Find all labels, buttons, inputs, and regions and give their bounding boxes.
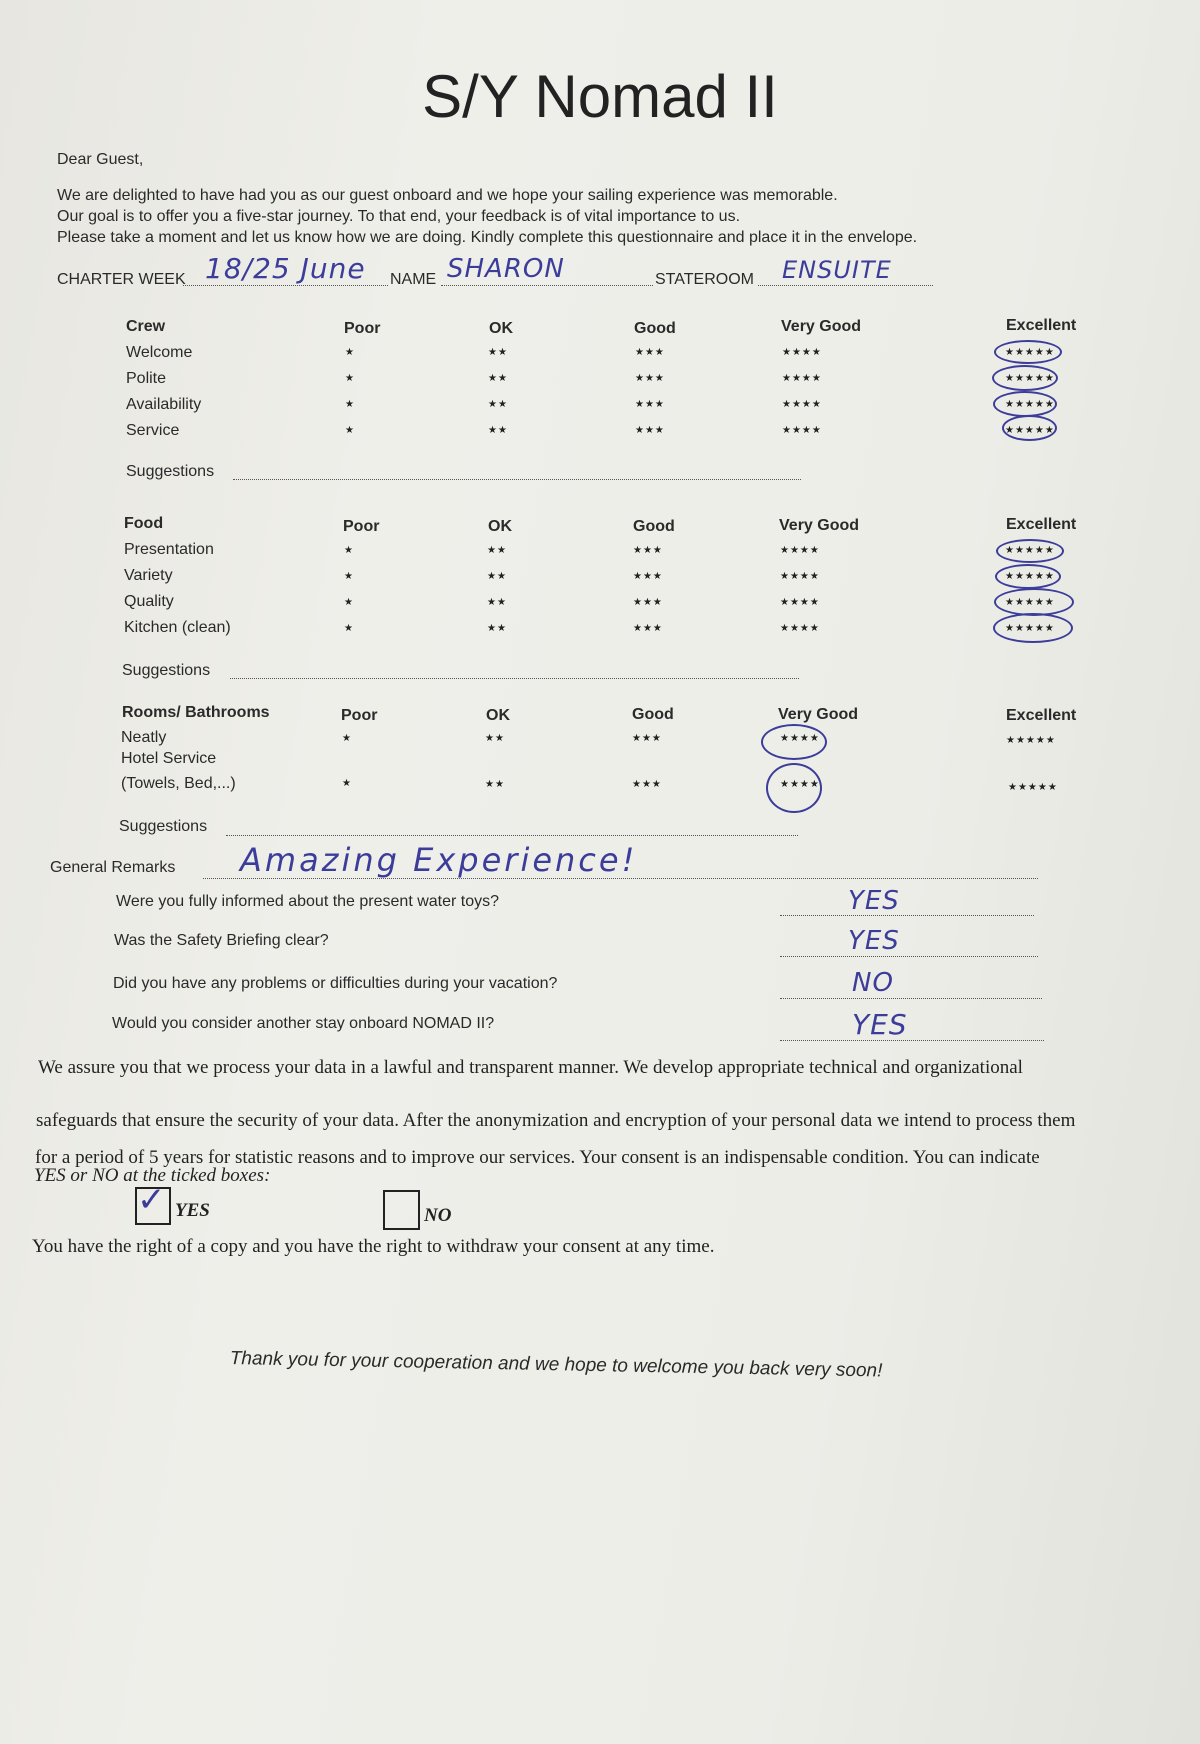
header-ok: OK <box>486 707 510 724</box>
rating-3-star[interactable]: ★★★ <box>632 733 662 744</box>
selection-circle <box>766 763 822 813</box>
intro-line-1: We are delighted to have had you as our guest onboard and we hope your sailing experience was memorable. <box>57 187 838 204</box>
rating-2-star[interactable]: ★★ <box>485 733 505 744</box>
rating-2-star[interactable]: ★★ <box>488 425 508 436</box>
header-poor: Poor <box>344 320 381 337</box>
rooms-title: Rooms/ Bathrooms <box>122 704 270 721</box>
crew-item-polite: Polite <box>126 370 167 387</box>
rating-2-star[interactable]: ★★ <box>488 373 508 384</box>
header-good: Good <box>632 706 674 723</box>
rating-5-star[interactable]: ★★★★★ <box>1005 425 1055 436</box>
selection-circle <box>993 613 1073 643</box>
stateroom-line <box>758 285 933 286</box>
crew-suggestions-label: Suggestions <box>126 463 215 480</box>
rating-2-star[interactable]: ★★ <box>485 779 505 790</box>
selection-circle <box>994 588 1074 616</box>
rating-4-star[interactable]: ★★★★ <box>782 425 822 436</box>
rating-3-star[interactable]: ★★★ <box>635 425 665 436</box>
answer-line <box>780 915 1034 916</box>
crew-suggestions-line[interactable] <box>233 479 801 480</box>
stateroom-label: STATEROOM <box>655 271 754 288</box>
rating-5-star[interactable]: ★★★★★ <box>1005 545 1055 556</box>
rating-5-star[interactable]: ★★★★★ <box>1005 373 1055 384</box>
food-item-variety: Variety <box>124 567 173 584</box>
header-good: Good <box>633 518 675 535</box>
selection-circle <box>995 564 1061 589</box>
rating-2-star[interactable]: ★★ <box>488 347 508 358</box>
crew-item-welcome: Welcome <box>126 344 193 361</box>
rating-3-star[interactable]: ★★★ <box>633 623 663 634</box>
charter-week-line <box>183 285 388 286</box>
selection-circle <box>1002 415 1057 441</box>
privacy-line-4: YES or NO at the ticked boxes: <box>34 1165 271 1186</box>
selection-circle <box>761 724 827 760</box>
charter-week-label: CHARTER WEEK <box>57 271 186 288</box>
charter-week-value[interactable]: 18/25 June <box>205 252 366 285</box>
consent-yes-label: YES <box>175 1200 210 1221</box>
rating-3-star[interactable]: ★★★ <box>635 347 665 358</box>
rating-3-star[interactable]: ★★★ <box>633 571 663 582</box>
rating-1-star[interactable]: ★ <box>345 347 355 358</box>
question-problems: Did you have any problems or difficulties during your vacation? <box>113 975 558 992</box>
food-suggestions-line[interactable] <box>230 678 799 679</box>
privacy-line-2: safeguards that ensure the security of your data. After the anonymization and encryption of your personal data we intend to process them <box>36 1110 1076 1131</box>
rating-4-star[interactable]: ★★★★ <box>780 733 820 744</box>
thank-you-note: Thank you for your cooperation and we hope to welcome you back very soon! <box>229 1348 883 1382</box>
consent-no-checkbox[interactable] <box>383 1190 420 1230</box>
rooms-item-hotel-service: Hotel Service <box>121 750 217 767</box>
header-very-good: Very Good <box>778 706 859 723</box>
question-water-toys: Were you fully informed about the present water toys? <box>116 893 500 910</box>
greeting: Dear Guest, <box>57 151 144 168</box>
rating-4-star[interactable]: ★★★★ <box>780 597 820 608</box>
rating-3-star[interactable]: ★★★ <box>633 545 663 556</box>
rating-4-star[interactable]: ★★★★ <box>780 571 820 582</box>
food-item-quality: Quality <box>124 593 174 610</box>
question-another-stay: Would you consider another stay onboard NOMAD II? <box>112 1015 495 1032</box>
stateroom-value[interactable]: ENSUITE <box>782 256 892 284</box>
food-item-kitchen: Kitchen (clean) <box>124 619 231 636</box>
header-excellent: Excellent <box>1006 707 1077 724</box>
rooms-suggestions-label: Suggestions <box>119 818 208 835</box>
answer-safety-briefing[interactable]: YES <box>848 926 900 956</box>
rating-1-star[interactable]: ★ <box>345 425 355 436</box>
header-poor: Poor <box>343 518 380 535</box>
rating-2-star[interactable]: ★★ <box>487 597 507 608</box>
name-value[interactable]: SHARON <box>447 254 565 284</box>
header-excellent: Excellent <box>1006 317 1077 334</box>
rating-2-star[interactable]: ★★ <box>488 399 508 410</box>
rooms-suggestions-line[interactable] <box>226 835 798 836</box>
general-remarks-value[interactable]: Amazing Experience! <box>240 841 638 879</box>
rating-5-star[interactable]: ★★★★★ <box>1005 623 1055 634</box>
privacy-line-1: We assure you that we process your data in a lawful and transparent manner. We develop appropriate technical and organizational <box>38 1057 1023 1078</box>
food-item-presentation: Presentation <box>124 541 214 558</box>
answer-water-toys[interactable]: YES <box>848 886 900 916</box>
header-ok: OK <box>488 518 512 535</box>
rating-2-star[interactable]: ★★ <box>487 571 507 582</box>
answer-problems[interactable]: NO <box>852 968 894 998</box>
name-line <box>441 285 653 286</box>
answer-line <box>780 1040 1044 1041</box>
crew-item-availability: Availability <box>126 396 202 413</box>
header-very-good: Very Good <box>781 318 862 335</box>
consent-no-label: NO <box>424 1205 452 1226</box>
selection-circle <box>996 539 1064 563</box>
answer-line <box>780 998 1042 999</box>
rating-4-star[interactable]: ★★★★ <box>780 623 820 634</box>
answer-line <box>780 956 1038 957</box>
rating-5-star[interactable]: ★★★★★ <box>1006 735 1056 746</box>
rating-1-star[interactable]: ★ <box>344 571 354 582</box>
rating-4-star[interactable]: ★★★★ <box>782 399 822 410</box>
rating-1-star[interactable]: ★ <box>344 623 354 634</box>
rating-2-star[interactable]: ★★ <box>487 545 507 556</box>
selection-circle <box>994 340 1062 364</box>
rating-4-star[interactable]: ★★★★ <box>780 779 820 790</box>
rating-5-star[interactable]: ★★★★★ <box>1005 597 1055 608</box>
name-label: NAME <box>390 271 437 288</box>
rating-3-star[interactable]: ★★★ <box>635 399 665 410</box>
rating-3-star[interactable]: ★★★ <box>633 597 663 608</box>
crew-title: Crew <box>126 318 166 335</box>
rating-1-star[interactable]: ★ <box>345 373 355 384</box>
rating-5-star[interactable]: ★★★★★ <box>1005 571 1055 582</box>
rating-5-star[interactable]: ★★★★★ <box>1005 347 1055 358</box>
selection-circle <box>992 365 1058 391</box>
rights-text: You have the right of a copy and you have the right to withdraw your consent at any time. <box>32 1236 715 1257</box>
checkmark-icon: ✓ <box>137 1180 166 1220</box>
header-good: Good <box>634 320 676 337</box>
food-title: Food <box>124 515 164 532</box>
page-title: S/Y Nomad II <box>422 63 778 130</box>
header-very-good: Very Good <box>779 517 860 534</box>
privacy-line-3: for a period of 5 years for statistic reasons and to improve our services. Your consent is an indispensable condition. You can indicate <box>35 1147 1040 1168</box>
rating-1-star[interactable]: ★ <box>344 545 354 556</box>
header-excellent: Excellent <box>1006 516 1077 533</box>
rating-3-star[interactable]: ★★★ <box>635 373 665 384</box>
header-poor: Poor <box>341 707 378 724</box>
header-ok: OK <box>489 320 513 337</box>
answer-another-stay[interactable]: YES <box>852 1008 908 1041</box>
rating-4-star[interactable]: ★★★★ <box>782 373 822 384</box>
rating-5-star[interactable]: ★★★★★ <box>1008 782 1058 793</box>
rating-1-star[interactable]: ★ <box>344 597 354 608</box>
general-remarks-label: General Remarks <box>50 859 176 876</box>
rating-1-star[interactable]: ★ <box>342 733 352 744</box>
crew-item-service: Service <box>126 422 180 439</box>
rating-5-star[interactable]: ★★★★★ <box>1005 399 1055 410</box>
rooms-item-neatly: Neatly <box>121 729 167 746</box>
rating-4-star[interactable]: ★★★★ <box>782 347 822 358</box>
rating-3-star[interactable]: ★★★ <box>632 779 662 790</box>
question-safety-briefing: Was the Safety Briefing clear? <box>114 932 329 949</box>
rating-1-star[interactable]: ★ <box>345 399 355 410</box>
rating-1-star[interactable]: ★ <box>342 778 352 789</box>
intro-line-3: Please take a moment and let us know how we are doing. Kindly complete this questionnaire and place it in the envelope. <box>57 229 918 246</box>
rating-4-star[interactable]: ★★★★ <box>780 545 820 556</box>
rating-2-star[interactable]: ★★ <box>487 623 507 634</box>
selection-circle <box>993 391 1057 417</box>
rooms-item-hotel-service-detail: (Towels, Bed,...) <box>121 775 236 792</box>
food-suggestions-label: Suggestions <box>122 662 211 679</box>
intro-line-2: Our goal is to offer you a five-star journey. To that end, your feedback is of vital importance to us. <box>57 208 741 225</box>
